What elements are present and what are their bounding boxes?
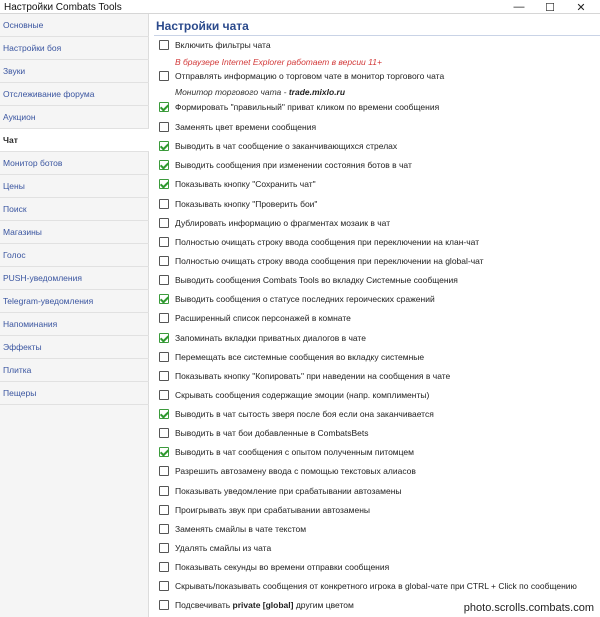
sidebar-item-label: Звуки — [3, 66, 26, 76]
option-label — [175, 600, 354, 610]
chat-option[interactable] — [159, 579, 599, 593]
trade-monitor-link[interactable]: trade.mixlo.ru — [288, 87, 346, 97]
sidebar-item[interactable] — [0, 106, 149, 129]
option-label: Показывать кнопку "Проверить бои" — [175, 199, 318, 209]
option-label: Полностью очищать строку ввода сообщения при переключении на клан-чат — [175, 237, 480, 247]
chat-option[interactable] — [159, 38, 599, 52]
sidebar-item-label: Цены — [3, 181, 25, 191]
sidebar-item-label: Telegram-уведомления — [3, 296, 94, 306]
option-label: Выводить в чат сообщения с опытом полученным питомцем — [175, 447, 414, 457]
sidebar-item[interactable] — [0, 244, 149, 267]
sidebar-item[interactable] — [0, 290, 149, 313]
sidebar-item[interactable] — [0, 382, 149, 405]
option-label: Показывать кнопку "Копировать" при наведении на сообщения в чате — [175, 371, 451, 381]
sidebar-item-label: Основные — [3, 20, 44, 30]
sidebar-item-label: Магазины — [3, 227, 42, 237]
checkbox[interactable] — [159, 600, 169, 610]
checkbox[interactable] — [159, 562, 169, 572]
sidebar-item[interactable] — [0, 336, 149, 359]
checkbox[interactable] — [159, 524, 169, 534]
option-label: Удалять смайлы из чата — [175, 543, 272, 553]
sidebar-item-label: Плитка — [3, 365, 32, 375]
checkbox[interactable] — [159, 160, 169, 170]
chat-option[interactable] — [159, 158, 599, 172]
option-label: Перемещать все системные сообщения во вкладку системные — [175, 352, 425, 362]
option-label: Выводить в чат бои добавленные в CombatsBets — [175, 428, 369, 438]
maximize-icon[interactable]: ☐ — [545, 1, 555, 14]
chat-option[interactable] — [159, 273, 599, 287]
sidebar-item[interactable] — [0, 152, 149, 175]
sidebar-item-label: Пещеры — [3, 388, 37, 398]
chat-option[interactable] — [159, 407, 599, 421]
chat-option[interactable] — [159, 464, 599, 478]
checkbox[interactable] — [159, 390, 169, 400]
checkbox[interactable] — [159, 218, 169, 228]
checkbox[interactable] — [159, 371, 169, 381]
sidebar-item-label: PUSH-уведомления — [3, 273, 82, 283]
sidebar-item[interactable] — [0, 175, 149, 198]
checkbox[interactable] — [159, 122, 169, 132]
checkbox[interactable] — [159, 40, 169, 50]
option-label: Выводить в чат сообщение о заканчивающихся стрелах — [175, 141, 398, 151]
checkbox[interactable] — [159, 581, 169, 591]
sidebar-item-label: Аукцион — [3, 112, 36, 122]
checkbox[interactable] — [159, 466, 169, 476]
option-label: Скрывать/показывать сообщения от конкретного игрока в global-чате при CTRL + Click по сообщению — [175, 581, 577, 591]
checkbox[interactable] — [159, 179, 169, 189]
sidebar-item[interactable] — [0, 359, 149, 382]
minimize-icon[interactable]: — — [513, 1, 525, 13]
label-suffix: другим цветом — [293, 600, 354, 610]
sidebar-item[interactable] — [0, 37, 149, 60]
sidebar-item-label: Отслеживание форума — [3, 89, 95, 99]
checkbox[interactable] — [159, 199, 169, 209]
option-label: Запоминать вкладки приватных диалогов в чате — [175, 333, 366, 343]
option-label: Разрешить автозамену ввода с помощью текстовых алиасов — [175, 466, 416, 476]
title-divider — [154, 35, 600, 36]
chat-option[interactable] — [159, 331, 599, 345]
checkbox[interactable] — [159, 141, 169, 151]
chat-settings-panel — [150, 14, 600, 617]
chat-option[interactable] — [159, 369, 599, 383]
chat-option[interactable] — [159, 139, 599, 153]
checkbox[interactable] — [159, 294, 169, 304]
checkbox[interactable] — [159, 333, 169, 343]
checkbox[interactable] — [159, 409, 169, 419]
sidebar-item[interactable] — [0, 267, 149, 290]
checkbox[interactable] — [159, 313, 169, 323]
sidebar-item-label: Напоминания — [3, 319, 58, 329]
option-label: Расширенный список персонажей в комнате — [175, 313, 351, 323]
ie-version-note: В браузере Internet Explorer работает в версии 11+ — [175, 57, 382, 67]
checkbox[interactable] — [159, 352, 169, 362]
checkbox[interactable] — [159, 71, 169, 81]
sidebar-item[interactable] — [0, 60, 149, 83]
option-label: Выводить сообщения о статусе последних героических сражений — [175, 294, 435, 304]
checkbox[interactable] — [159, 256, 169, 266]
chat-option[interactable] — [159, 350, 599, 364]
chat-option[interactable] — [159, 388, 599, 402]
sidebar-item-label: Эффекты — [3, 342, 42, 352]
chat-option[interactable] — [159, 254, 599, 268]
option-label: Формировать "правильный" приват кликом по времени сообщения — [175, 102, 440, 112]
chat-option[interactable] — [159, 522, 599, 536]
option-label: Отправлять информацию о торговом чате в монитор торгового чата — [175, 71, 445, 81]
option-label: Проигрывать звук при срабатывании автозамены — [175, 505, 370, 515]
option-label: Дублировать информацию о фрагментах мозаик в чат — [175, 218, 391, 228]
label-prefix: Подсвечивать — [175, 600, 233, 610]
chat-option[interactable] — [159, 235, 599, 249]
trade-monitor-note — [175, 87, 345, 97]
option-label: Выводить в чат сытость зверя после боя если она заканчивается — [175, 409, 434, 419]
sidebar-item-label: Настройки боя — [3, 43, 62, 53]
chat-option[interactable] — [159, 445, 599, 459]
settings-sidebar — [0, 14, 149, 617]
checkbox[interactable] — [159, 237, 169, 247]
chat-option[interactable] — [159, 197, 599, 211]
chat-option[interactable] — [159, 69, 599, 83]
close-icon[interactable]: ✕ — [576, 1, 586, 14]
label-bold: private [global] — [232, 600, 294, 610]
option-label: Полностью очищать строку ввода сообщения при переключении на global-чат — [175, 256, 484, 266]
chat-option[interactable] — [159, 560, 599, 574]
option-label: Показывать секунды во времени отправки сообщения — [175, 562, 390, 572]
sidebar-item-label: Монитор ботов — [3, 158, 63, 168]
chat-option[interactable] — [159, 292, 599, 306]
sidebar-item-label: Чат — [3, 135, 18, 145]
sidebar-item[interactable] — [0, 83, 149, 106]
checkbox[interactable] — [159, 102, 169, 112]
chat-option[interactable] — [159, 426, 599, 440]
chat-option[interactable] — [159, 100, 599, 114]
option-label: Включить фильтры чата — [175, 40, 271, 50]
option-label: Заменять цвет времени сообщения — [175, 122, 317, 132]
option-label: Выводить сообщения при изменении состояния ботов в чат — [175, 160, 412, 170]
page-title: Настройки чата — [156, 19, 249, 33]
sidebar-item[interactable] — [0, 129, 149, 152]
checkbox[interactable] — [159, 543, 169, 553]
chat-option[interactable] — [159, 120, 599, 134]
chat-option[interactable] — [159, 541, 599, 555]
option-label: Выводить сообщения Combats Tools во вкладку Системные сообщения — [175, 275, 458, 285]
sidebar-item[interactable] — [0, 221, 149, 244]
window-titlebar — [0, 0, 600, 14]
chat-option[interactable] — [159, 484, 599, 498]
option-label: Заменять смайлы в чате текстом — [175, 524, 307, 534]
checkbox[interactable] — [159, 505, 169, 515]
checkbox[interactable] — [159, 486, 169, 496]
option-label: Показывать уведомление при срабатывании автозамены — [175, 486, 402, 496]
sidebar-item[interactable] — [0, 14, 149, 37]
chat-option[interactable] — [159, 311, 599, 325]
watermark: photo.scrolls.combats.com — [463, 602, 594, 614]
checkbox[interactable] — [159, 428, 169, 438]
sidebar-item[interactable] — [0, 198, 149, 221]
chat-option[interactable] — [159, 216, 599, 230]
option-label: Показывать кнопку "Сохранить чат" — [175, 179, 316, 189]
sidebar-item-label: Поиск — [3, 204, 27, 214]
checkbox[interactable] — [159, 447, 169, 457]
sidebar-item-label: Голос — [3, 250, 26, 260]
chat-option[interactable] — [159, 503, 599, 517]
trade-monitor-text: Монитор торгового чата - — [175, 87, 289, 97]
sidebar-item[interactable] — [0, 313, 149, 336]
checkbox[interactable] — [159, 275, 169, 285]
chat-option[interactable] — [159, 177, 599, 191]
window-title: Настройки Combats Tools — [4, 2, 122, 13]
option-label: Скрывать сообщения содержащие эмоции (напр. комплименты) — [175, 390, 430, 400]
